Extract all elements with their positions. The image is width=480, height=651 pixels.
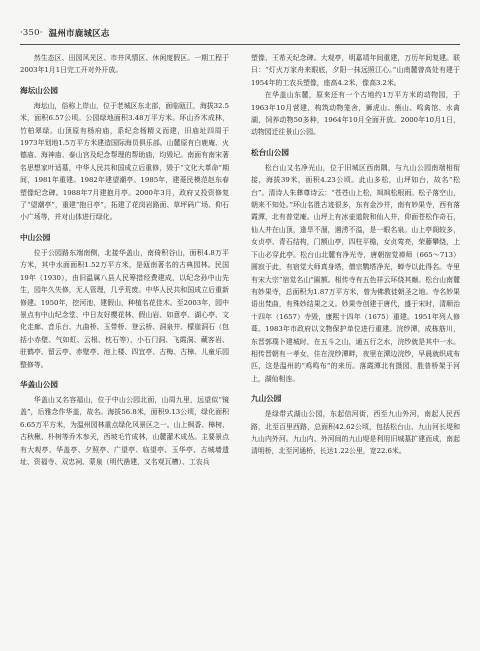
section-title-jiushan: 九山公园 xyxy=(251,394,282,404)
section-title-zhongshan: 中山公园 xyxy=(20,232,51,242)
book-title: 温州市鹿城区志 xyxy=(48,29,110,39)
page-number: ·350· xyxy=(20,28,43,38)
section-title-haitanshan: 海坛山公园 xyxy=(20,85,58,95)
continued-paragraph-right: 塑像、王希天纪念碑。大观亭，明嘉靖年间重建，万历年间复建。联曰：“灯火万家舟来眼底，夕阳一抹远照江心。”山南麓曾高处有建于1954年的工农兵塑像，座高4.2米，像高3.2米。 xyxy=(251,54,460,87)
section-title-songtaishan: 松台山公园 xyxy=(251,147,289,157)
section-body-zhongshan: 位于公园路东端南侧，北接华盖山，南倚积谷山，面积4.8万平方米，其中水面面积1.52万平方米，是瓯南著名的古典园林。民国19年（1930），由旧温属八县人民筹措经费建成，以纪念孙中山先生，园年久失修，无人管理，几乎荒废。中华人民共和国成立后重新修建。1950年，挖河池，建假山，种植名花佳木。至2003年，园中景点有中山纪念堂、中日友好樱花林、假山岩、如意亭、湖心亭、文化走廊、音乐台、九曲桥、玉带桥、登云桥、洞泉井、檬崖洞石（包括小赤壁、气如虹、云根、枕石等），小石门洞、飞霞洞、藏客岩、驻鹤亭、留云亭、赤壁亭、池上楼、四宜亭、古梅、古樟、儿童乐园整修等。 xyxy=(20,248,229,369)
header-rule xyxy=(20,44,460,45)
continued-paragraph: 然生态区、田园风光区、市井风情区、休闲度假区。一期工程于2003年1月1日完工开对外开放。 xyxy=(20,54,229,75)
left-column xyxy=(20,52,229,468)
page-header xyxy=(20,24,460,42)
section-body-jiushan: 是绿带式湖山公园，东起信河街，西至九山外河，南起人民西路，北至百里西路，总面积42.62公顷，包括松台山、九山河长堤和九山内外河。九山内、外河间的九山堤是利用旧城墓扩建而成，南起清明桥，北至河通桥，长达1.22公里，宽22.6米。 xyxy=(251,410,460,456)
right-column xyxy=(251,52,460,458)
section-title-huagaishan: 华盖山公园 xyxy=(20,379,58,389)
section-body-haitanshan: 海坛山，俗称上岸山，位于老城区东北部，面临瓯江，海拔32.5米，面积6.57公顷。公园绿地面积3.48万平方米。环山乔木成林，竹柏翠绿。山顶原有杨府庙，系纪念杨精义而建，旧庙址四周于1973年划地1.5万平方米建造国际海员俱乐部。山麓原有白鹿庵、火德庙、海神庙、泰山宫及纪念帮理的帮助庙，均毁圮。南面有南宋著名思想家叶适墓，中华人民共和国成立后重修，毁于“文化大革命”期间，1981年重建。1982年建望潮亭。1985年，建菱民模范赵东春塑像纪念碑。1988年7月建抱月亭。2000年3月，政府又投资修复了“望潮亭”，重建“抱日亭”，拓建了花岗岩路面、草坪码广场、仰石小广场等，并对山体进行绿化。 xyxy=(20,101,229,222)
section-body-huagaishan: 华盖山又名容福山，位于中山公园北面，山周九里，远望似“镜盖”，后雅念作华盖，故名。海拔56.8米，面积9.13公顷，绿化面积6.65万平方米，为温州园林重点绿化风景区之一。山上枫香、樟树、古秋楸、朴树等乔木参天，西坡毛竹成林，山麓灌木成丛。主要景点有大观亭、华盖亭、夕照亭、广望亭、临望亭、玉华亭、古城墙遗址、资福寺、双忠祠、蒙泉（明代凿建，又名观瓦槽）、工农兵 xyxy=(20,395,229,466)
zoo-paragraph: 在华盖山东麓，原来还有一个古地约1万平方米的动物园，于1963年10月营建，构筑动物笼舍，狮虎山、熊山、鸣禽馆、水禽湖，饲养动物50多种，1964年10月全面开放。2000年10月1日，动物园迁往景山公园。 xyxy=(251,91,460,137)
section-body-songtaishan: 松台山又名净光山，位于旧城区西南隅，与九山公园南端相衔接，海拔39米，面积4.23公顷。此山多松，山坪如台，故名“松台”。清诗人朱彝尊诗云：“苍苍山上松，飒飒松根雨。松子落空山，朝来不知处。”环山名胜古迹很多，东有金沙井，南有妙果寺，西有落霞潭，北有普觉庵。山坪上有冰壶道院和仙人井，仰面苍松作奇石，仙人井在山顶，逢旱不涸，遇涝不溢，是一眼名泉。山上亭阁较多，女贞亭、青石结构，门额山亭，四柱平檐，女贞莺亮，荣藤攀绕，上下山必穿此亭。松台山北麓有净光寺，唐朝宿觉禅师（665～713）圆寂于此，有宿觉大师真身塔，僧宗鹦塔净光，蝉寺以此得名。寺里有宋大宗“宿觉名山”匾额。相传寺有五色祥云环绕其巅。松台山南麓有妙果寺，总面积为1.87万平方米，曾为佛教徒朝圣之地。寺名妙果语出梵曲，有殊妙结果之义。妙果寺创建于唐代，盛于宋时，清顺治十四年（1657）寺毁，康熙十四年（1675）重建。1951年列人修葺。1983年市政府以文物保护单位进行重建。浣纱潭，成栋筋川，东晋郭璞卜建城时，在五斗之山，通五行之水，浣纱就是其中一水。相传晋朝有一孝女，住在浣纱潭畔，夜里在潭边浣纱，早晨就织成布匹，这是温州的“鸡鸣布”的来历。落霞潭北有摄园，胜普桥架于河上，湖仙相连。 xyxy=(251,163,460,383)
